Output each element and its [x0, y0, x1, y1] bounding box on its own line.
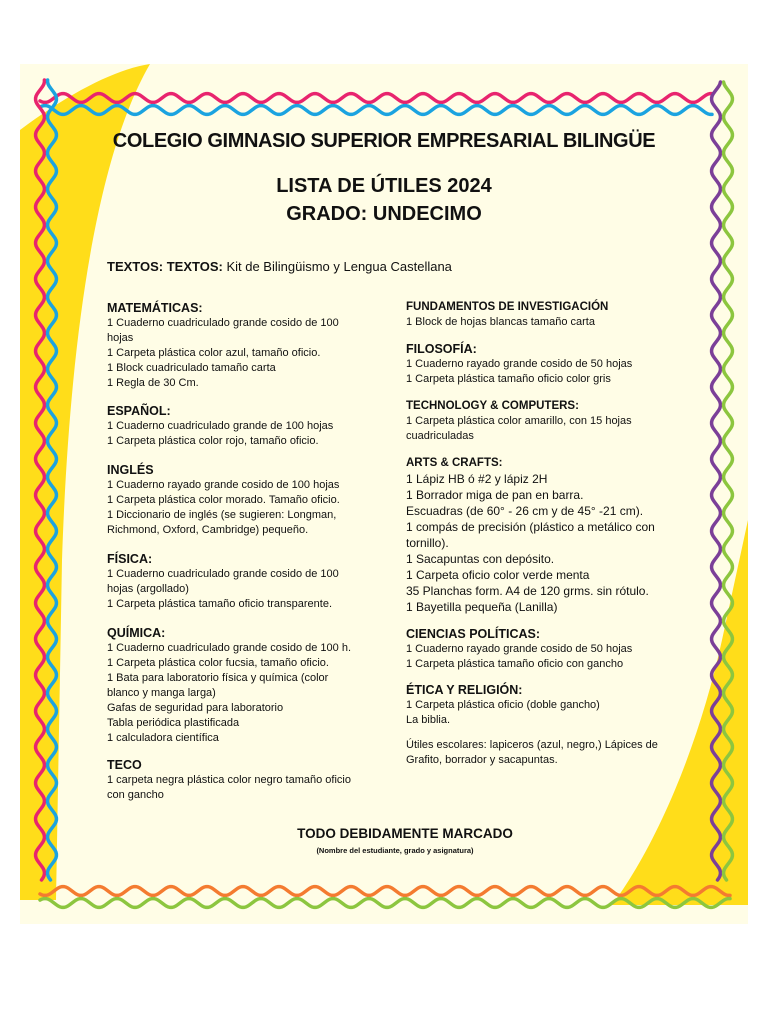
section-1: [406, 341, 664, 387]
list-item: 1 Carpeta plástica color morado. Tamaño oficio.: [107, 494, 340, 506]
list-item: 1 Carpeta plástica color rojo, tamaño oficio.: [107, 435, 319, 447]
list-item: La biblia.: [406, 714, 451, 726]
section-0: [406, 299, 664, 330]
list-item: 1 compás de precisión (plástico a metálico con tornillo).: [406, 520, 655, 550]
school-name: COLEGIO GIMNASIO SUPERIOR EMPRESARIAL BILINGÜE: [112, 130, 656, 152]
list-item: 1 Regla de 30 Cm.: [107, 377, 199, 389]
section-heading: INGLÉS: [107, 463, 154, 477]
section-heading: QUÍMICA:: [107, 626, 166, 640]
list-item: 1 Carpeta plástica tamaño oficio transparente.: [107, 598, 333, 610]
list-item: 1 Carpeta plástica color azul, tamaño oficio.: [107, 347, 321, 359]
list-item: 1 Borrador miga de pan en barra.: [406, 488, 584, 502]
section-heading: CIENCIAS POLÍTICAS:: [406, 627, 541, 641]
section-0: [107, 300, 362, 391]
section-heading: TECO: [107, 758, 142, 772]
list-item: 1 Bata para laboratorio física y química (color blanco y manga larga): [107, 672, 329, 699]
section-heading: TECHNOLOGY & COMPUTERS:: [406, 400, 579, 412]
list-item: Útiles escolares: lapiceros (azul, negro,) Lápices de Grafito, borrador y sacapuntas.: [406, 739, 658, 766]
list-item: 1 Cuaderno rayado grande cosido de 50 hojas: [406, 358, 633, 370]
list-item: 35 Planchas form. A4 de 120 grms. sin rótulo.: [406, 584, 649, 598]
list-item: 1 Block cuadriculado tamaño carta: [107, 362, 276, 374]
list-item: 1 carpeta negra plástica color negro tamaño oficio con gancho: [107, 774, 351, 801]
section-4: [406, 626, 664, 672]
textos-value: Kit de Bilingüismo y Lengua Castellana: [222, 259, 452, 274]
list-title: LISTA DE ÚTILES 2024: [276, 175, 492, 197]
list-item: 1 Carpeta plástica oficio (doble gancho): [406, 699, 600, 711]
list-item: 1 Carpeta plástica color amarillo, con 15 hojas cuadriculadas: [406, 415, 632, 442]
section-6: [406, 738, 664, 768]
list-item: Escuadras (de 60° - 26 cm y de 45° -21 cm).: [406, 504, 644, 518]
list-item: 1 Carpeta plástica color fucsia, tamaño oficio.: [107, 657, 329, 669]
section-heading: FÍSICA:: [107, 552, 153, 566]
list-item: 1 Diccionario de inglés (se sugieren: Longman, Richmond, Oxford, Cambridge) pequeño.: [107, 509, 337, 536]
section-heading: FILOSOFÍA:: [406, 342, 477, 356]
list-item: 1 Carpeta plástica tamaño oficio color gris: [406, 373, 611, 385]
list-item: 1 Cuaderno rayado grande cosido de 50 hojas: [406, 643, 633, 655]
section-heading: FUNDAMENTOS DE INVESTIGACIÓN: [406, 301, 609, 313]
list-item: 1 Bayetilla pequeña (Lanilla): [406, 600, 558, 614]
list-item: Gafas de seguridad para laboratorio: [107, 702, 284, 714]
section-4: [107, 625, 362, 746]
list-item: Tabla periódica plastificada: [107, 717, 240, 729]
left-column: [107, 300, 362, 803]
section-3: [406, 455, 664, 615]
section-2: [406, 398, 664, 444]
section-heading: ARTS & CRAFTS:: [406, 457, 503, 469]
list-item: 1 Cuaderno rayado grande cosido de 100 hojas: [107, 479, 340, 491]
list-item: 1 Block de hojas blancas tamaño carta: [406, 316, 595, 328]
list-item: 1 Lápiz HB ó #2 y lápiz 2H: [406, 472, 548, 486]
grade-title: GRADO: UNDECIMO: [286, 203, 482, 225]
section-3: [107, 551, 362, 612]
list-item: 1 Sacapuntas con depósito.: [406, 552, 555, 566]
section-heading: ÉTICA Y RELIGIÓN:: [406, 683, 523, 697]
list-item: 1 Carpeta plástica tamaño oficio con gancho: [406, 658, 624, 670]
section-heading: MATEMÁTICAS:: [107, 301, 203, 315]
section-heading: ESPAÑOL:: [107, 404, 171, 418]
section-2: [107, 462, 362, 538]
list-item: 1 Cuaderno cuadriculado grande de 100 hojas: [107, 420, 334, 432]
footer-subnote: (Nombre del estudiante, grado y asignatura): [316, 846, 474, 855]
section-5: [107, 757, 362, 803]
list-item: 1 Cuaderno cuadriculado grande cosido de 100 h.: [107, 642, 352, 654]
list-item: 1 calculadora científica: [107, 732, 219, 744]
section-5: [406, 682, 664, 728]
footer-note: TODO DEBIDAMENTE MARCADO: [297, 826, 513, 841]
textos-label: TEXTOS: TEXTOS:: [107, 259, 223, 274]
list-item: 1 Carpeta oficio color verde menta: [406, 568, 590, 582]
section-1: [107, 403, 362, 449]
textos-line: [107, 259, 452, 274]
right-column: [406, 299, 664, 768]
list-item: 1 Cuaderno cuadriculado grande cosido de 100 hojas (argollado): [107, 568, 339, 595]
list-item: 1 Cuaderno cuadriculado grande cosido de 100 hojas: [107, 317, 339, 344]
